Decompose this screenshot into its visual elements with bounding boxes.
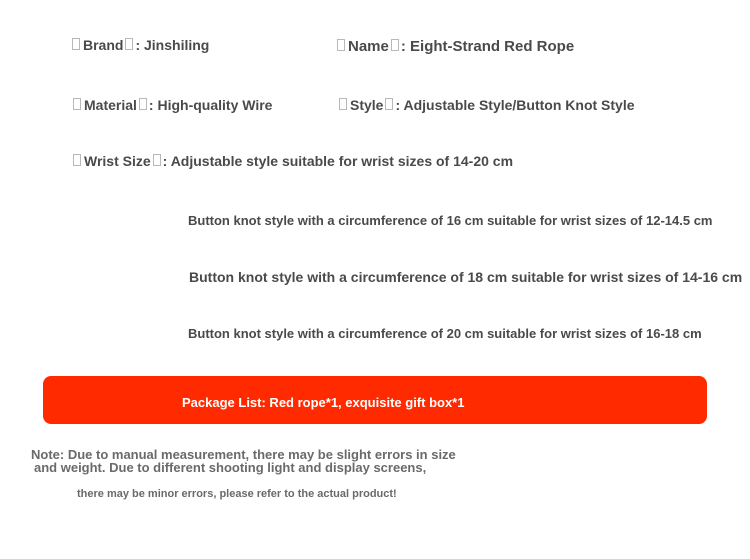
- placeholder-glyph-icon: [385, 98, 393, 110]
- name-value: : Eight-Strand Red Rope: [400, 38, 575, 55]
- placeholder-glyph-icon: [139, 98, 147, 110]
- style-label: Style: [350, 97, 384, 113]
- placeholder-glyph-icon: [125, 38, 133, 50]
- placeholder-glyph-icon: [391, 39, 399, 51]
- placeholder-glyph-icon: [73, 98, 81, 110]
- material-label: Material: [84, 97, 137, 113]
- button-knot-line-18cm: Button knot style with a circumference of 18 cm suitable for wrist sizes of 14-16 cm: [189, 269, 743, 285]
- placeholder-glyph-icon: [73, 154, 81, 166]
- note-line-3: there may be minor errors, please refer to the actual product!: [77, 488, 397, 500]
- package-list-text: Package List: Red rope*1, exquisite gift box*1: [182, 395, 465, 410]
- material-value: : High-quality Wire: [148, 97, 273, 113]
- note-line-1: Note: Due to manual measurement, there may be slight errors in size: [31, 447, 456, 462]
- placeholder-glyph-icon: [337, 39, 345, 51]
- placeholder-glyph-icon: [153, 154, 161, 166]
- brand-value: : Jinshiling: [135, 37, 210, 53]
- placeholder-glyph-icon: [72, 38, 80, 50]
- spec-material: [73, 97, 272, 113]
- wrist-size-label: Wrist Size: [84, 153, 151, 169]
- spec-name: [337, 38, 574, 55]
- style-value: : Adjustable Style/Button Knot Style: [395, 97, 635, 113]
- note-line-2: and weight. Due to different shooting light and display screens,: [34, 460, 427, 475]
- button-knot-line-16cm: Button knot style with a circumference of 16 cm suitable for wrist sizes of 12-14.5 cm: [188, 213, 713, 228]
- placeholder-glyph-icon: [339, 98, 347, 110]
- spec-style: [339, 97, 635, 113]
- spec-brand: [72, 37, 209, 53]
- button-knot-line-20cm: Button knot style with a circumference of 20 cm suitable for wrist sizes of 16-18 cm: [188, 326, 702, 341]
- brand-label: Brand: [83, 37, 124, 53]
- wrist-size-value: : Adjustable style suitable for wrist sizes of 14-20 cm: [162, 153, 514, 169]
- spec-wrist-size: [73, 153, 513, 169]
- name-label: Name: [348, 38, 389, 55]
